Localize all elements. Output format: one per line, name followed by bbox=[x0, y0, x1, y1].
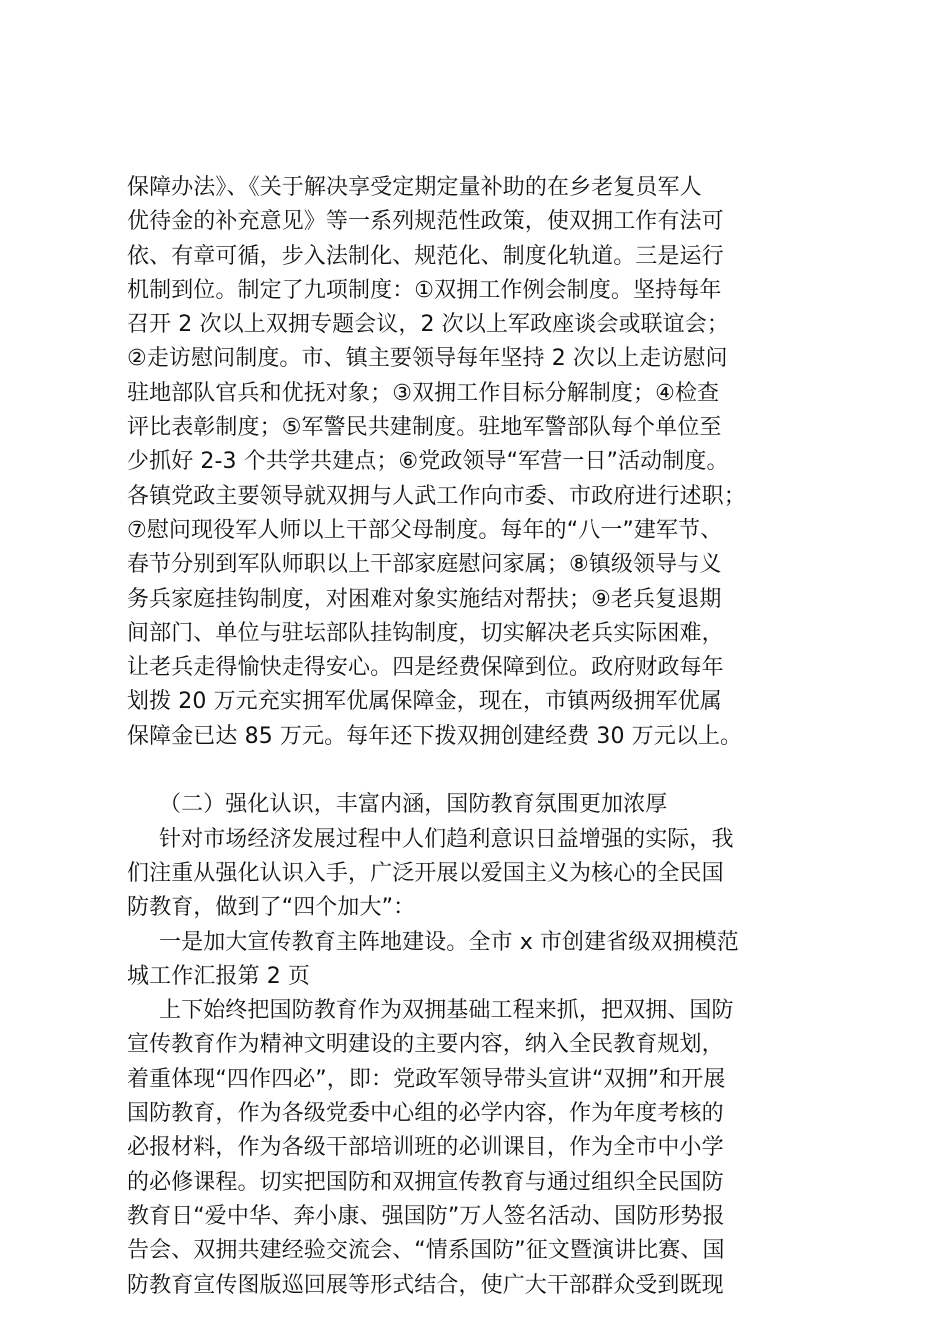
text-line: 少抓好 2-3 个共学共建点；⑥党政领导“军营一日”活动制度。 bbox=[127, 449, 729, 475]
text-line: 召开 2 次以上双拥专题会议，2 次以上军政座谈会或联谊会； bbox=[127, 312, 729, 338]
text-line: 划拨 20 万元充实拥军优属保障金，现在，市镇两级拥军优属 bbox=[127, 689, 722, 715]
text-line: 评比表彰制度；⑤军警民共建制度。驻地军警部队每个单位至 bbox=[127, 415, 722, 441]
text-line: 让老兵走得愉快走得安心。四是经费保障到位。政府财政每年 bbox=[127, 655, 724, 681]
text-line: 国防教育，作为各级党委中心组的必学内容，作为年度考核的 bbox=[127, 1101, 724, 1127]
text-line: 告会、双拥共建经验交流会、“情系国防”征文暨演讲比赛、国 bbox=[127, 1238, 725, 1264]
text-line: 针对市场经济发展过程中人们趋利意识日益增强的实际，我 bbox=[159, 826, 734, 852]
text-line: 防教育，做到了“四个加大”： bbox=[127, 895, 416, 921]
text-line: 必报材料，作为各级干部培训班的必训课目，作为全市中小学 bbox=[127, 1135, 724, 1161]
text-line: 们注重从强化认识入手，广泛开展以爱国主义为核心的全民国 bbox=[127, 860, 724, 886]
text-line: 教育日“爱中华、奔小康、强国防”万人签名活动、国防形势报 bbox=[127, 1203, 725, 1229]
text-line: 一是加大宣传教育主阵地建设。全市 x 市创建省级双拥模范 bbox=[159, 929, 739, 955]
body-text bbox=[127, 171, 847, 1303]
text-line: 宣传教育作为精神文明建设的主要内容，纳入全民教育规划， bbox=[127, 1032, 724, 1058]
text-line: 保障金已达 85 万元。每年还下拨双拥创建经费 30 万元以上。 bbox=[127, 723, 743, 749]
text-line: 优待金的补充意见》等一系列规范性政策，使双拥工作有法可 bbox=[127, 209, 724, 235]
section-heading: （二）强化认识，丰富内涵，国防教育氛围更加浓厚 bbox=[159, 792, 668, 818]
text-line: 着重体现“四作四必”，即：党政军领导带头宣讲“双拥”和开展 bbox=[127, 1066, 726, 1092]
text-line: 保障办法》、《关于解决享受定期定量补助的在乡老复员军人 bbox=[127, 175, 702, 200]
text-line: ⑦慰问现役军人师以上干部父母制度。每年的“八一”建军节、 bbox=[127, 517, 723, 543]
text-line: 上下始终把国防教育作为双拥基础工程来抓，把双拥、国防 bbox=[159, 998, 734, 1024]
text-line: 依、有章可循，步入法制化、规范化、制度化轨道。三是运行 bbox=[127, 243, 724, 269]
text-line: 各镇党政主要领导就双拥与人武工作向市委、市政府进行述职； bbox=[127, 483, 746, 509]
text-line: 驻地部队官兵和优抚对象；③双拥工作目标分解制度；④检查 bbox=[127, 380, 720, 406]
text-line: 城工作汇报第 2 页 bbox=[127, 963, 310, 989]
text-line: 务兵家庭挂钩制度，对困难对象实施结对帮扶；⑨老兵复退期 bbox=[127, 586, 722, 612]
text-line: 的必修课程。切实把国防和双拥宣传教育与通过组织全民国防 bbox=[127, 1169, 724, 1195]
text-line: 防教育宣传图版巡回展等形式结合，使广大干部群众受到既现 bbox=[127, 1272, 724, 1298]
text-line: 春节分别到军队师职以上干部家庭慰问家属；⑧镇级领导与义 bbox=[127, 552, 722, 578]
paragraph-gap bbox=[127, 754, 847, 788]
text-line: 间部门、单位与驻坛部队挂钩制度，切实解决老兵实际困难， bbox=[127, 620, 724, 646]
text-line: ②走访慰问制度。市、镇主要领导每年坚持 2 次以上走访慰问 bbox=[127, 346, 728, 372]
text-line: 机制到位。制定了九项制度：①双拥工作例会制度。坚持每年 bbox=[127, 277, 722, 303]
